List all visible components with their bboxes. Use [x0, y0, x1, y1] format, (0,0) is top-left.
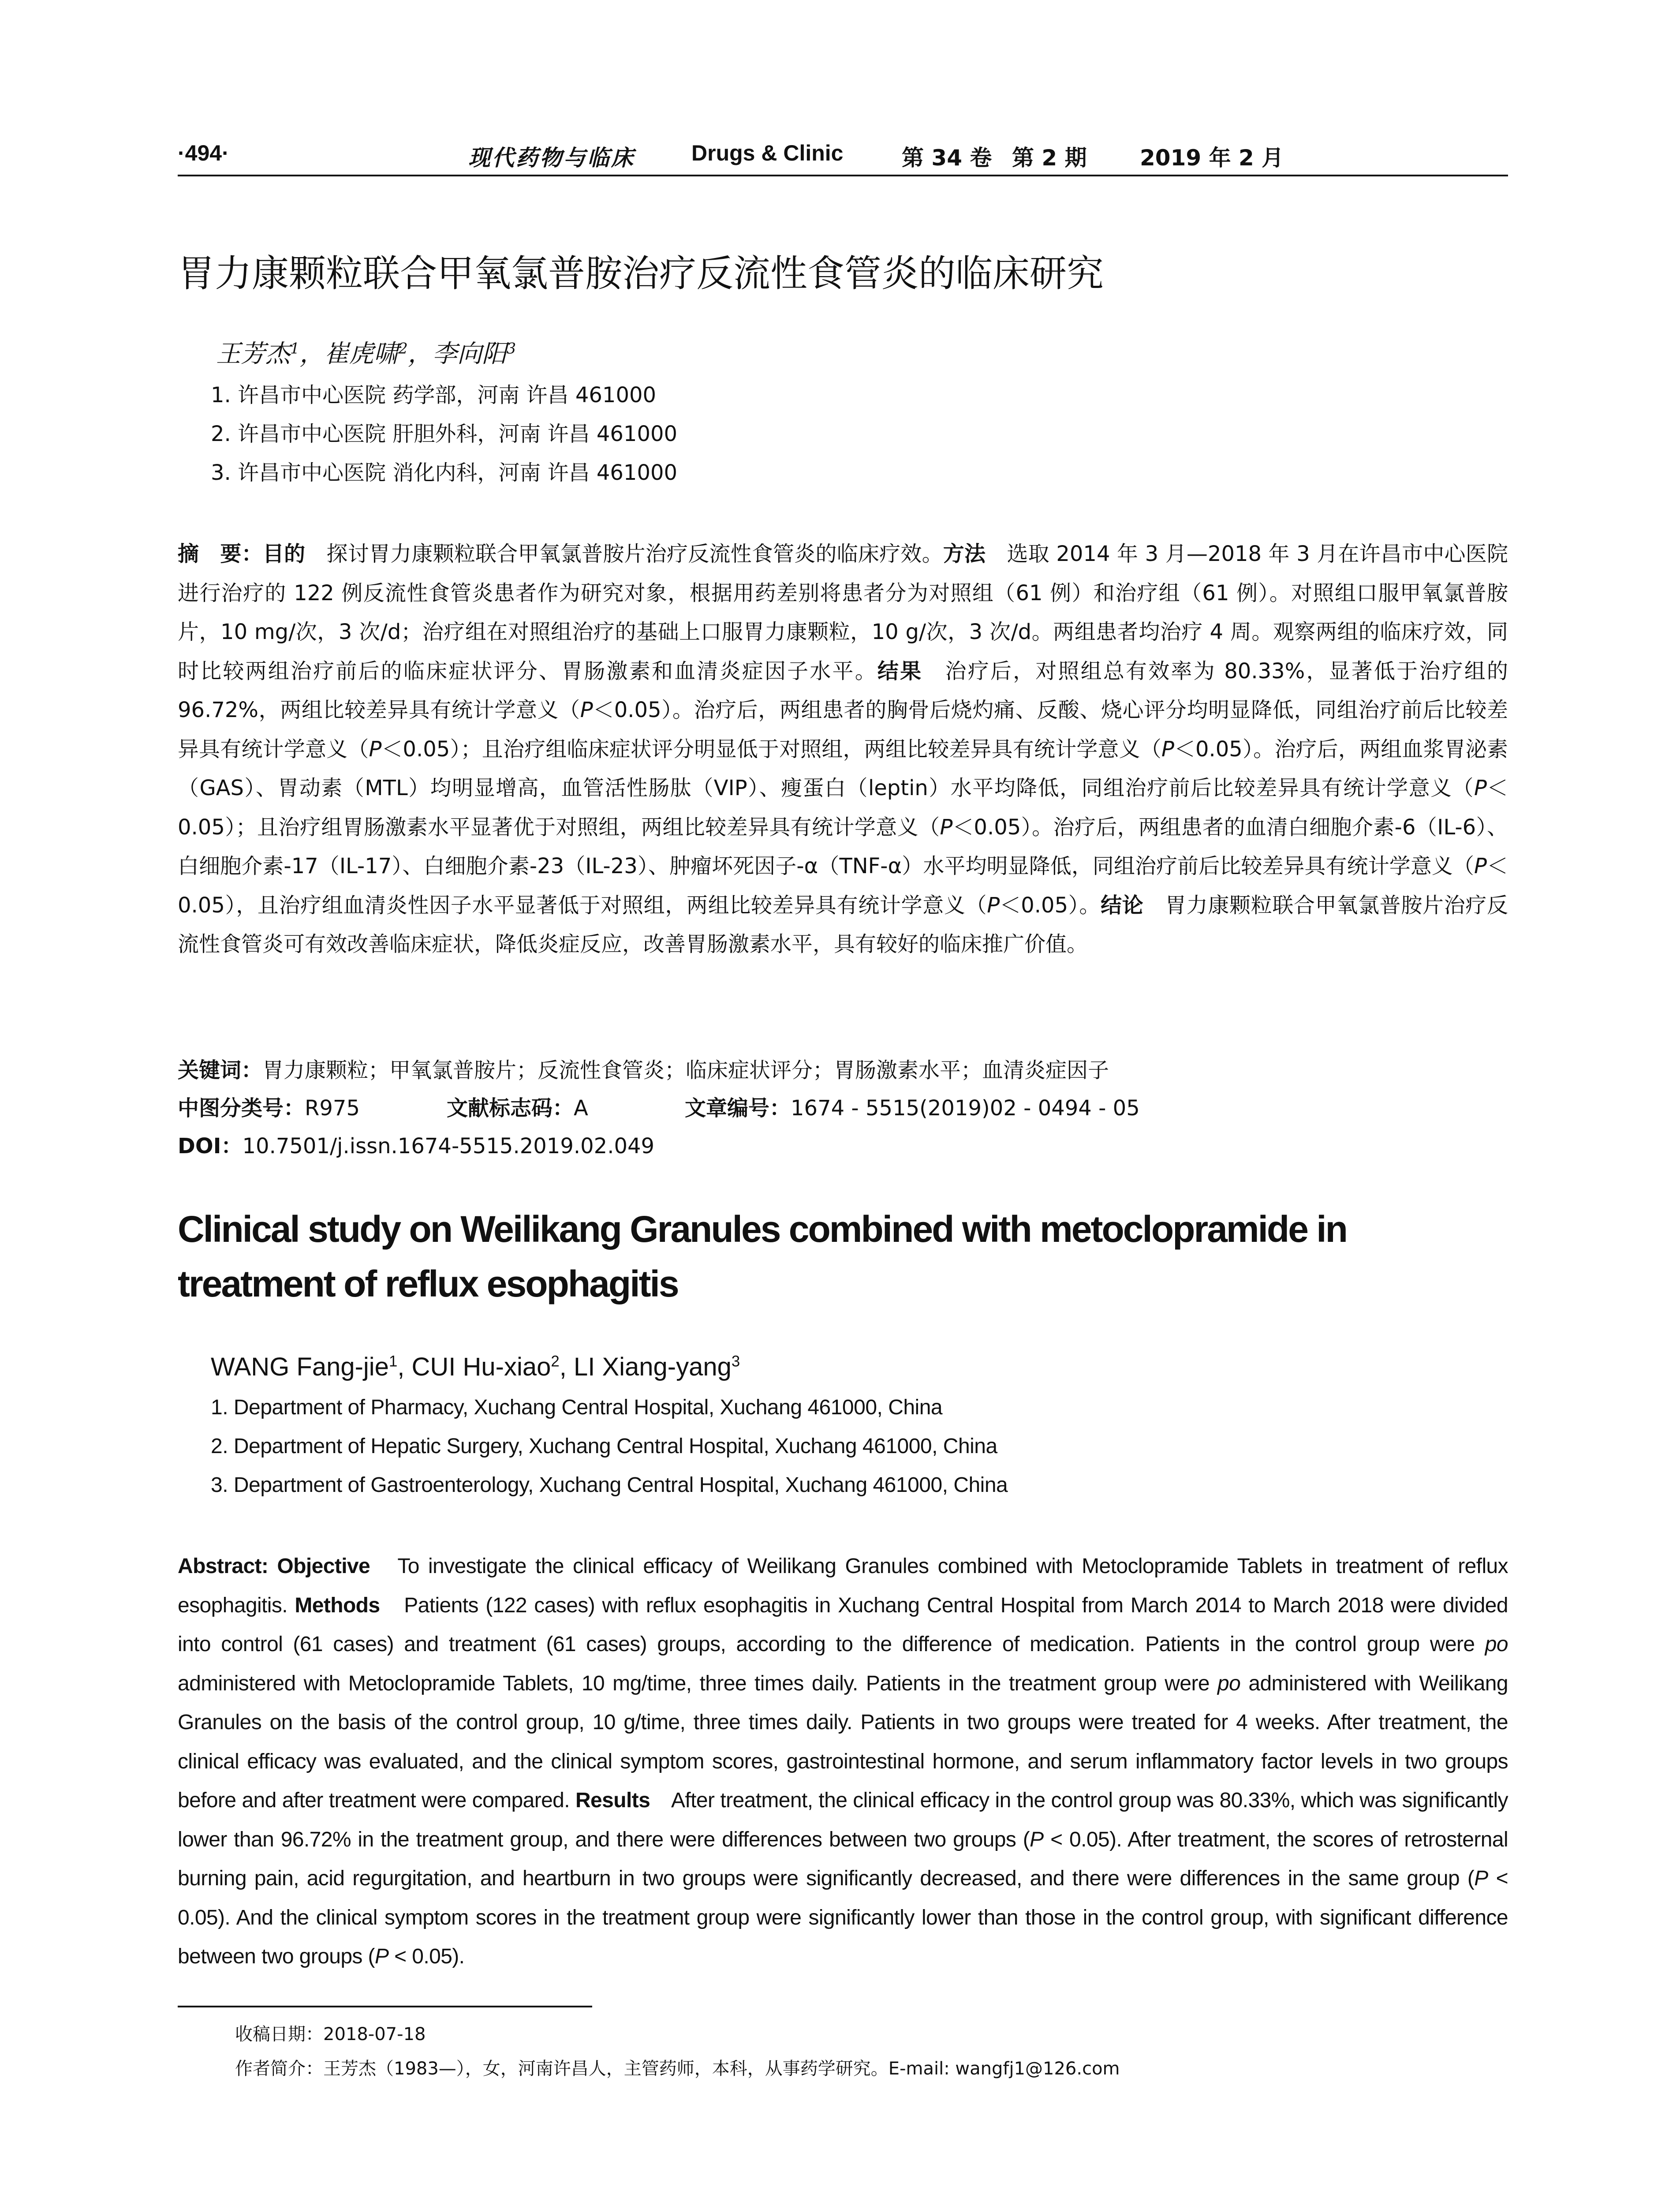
affiliations-cn — [211, 376, 1490, 492]
results-text: ＜0.05）。治疗后，两组患者的胸骨后烧灼痛、反酸、烧心评分均明显降低，同组治疗前后比较差异具有统计学意义（ — [178, 698, 1508, 762]
author-name: 王芳杰 — [216, 340, 290, 368]
header-rule — [178, 175, 1508, 176]
affiliation: 1. Department of Pharmacy, Xuchang Central Hospital, Xuchang 461000, China — [211, 1396, 943, 1419]
author-affiliation-mark: 2 — [398, 340, 408, 357]
document-code: A — [574, 1096, 588, 1121]
affiliations-en — [211, 1388, 1490, 1505]
keywords: 胃力康颗粒；甲氧氯普胺片；反流性食管炎；临床症状评分；胃肠激素水平；血清炎症因子 — [262, 1058, 1109, 1083]
keywords-label: 关键词： — [178, 1058, 263, 1083]
issue-date: 2019 年 2 月 — [1140, 145, 1284, 171]
authors-en — [211, 1349, 740, 1385]
results-text: ＜0.05）；且治疗组胃肠激素水平显著优于对照组，两组比较差异具有统计学意义（ — [178, 776, 1508, 840]
methods-label: Methods — [295, 1593, 380, 1617]
abstract-en — [178, 1547, 1508, 1977]
p-symbol: P — [1161, 736, 1174, 762]
author-name: WANG Fang-jie — [211, 1353, 389, 1381]
objective-text: 探讨胃力康颗粒联合甲氧氯普胺片治疗反流性食管炎的临床疗效。 — [305, 542, 943, 566]
p-symbol: P — [940, 815, 953, 840]
doi-label: DOI： — [178, 1134, 243, 1159]
p-symbol: P — [1474, 776, 1487, 800]
author-affiliation-mark: 2 — [551, 1353, 560, 1370]
conclusion-text: 胃力康颗粒联合甲氧氯普胺片治疗反流性食管炎可有效改善临床症状，降低炎症反应，改善胃肠激素水平，具有较好的临床推广价值。 — [178, 893, 1508, 957]
classification-line — [178, 1089, 1140, 1127]
journal-name-cn: 现代药物与临床 — [468, 145, 635, 171]
page-number: ·494· — [178, 141, 229, 165]
author-affiliation-mark: 3 — [731, 1353, 740, 1370]
results-text: < 0.05). And the clinical symptom scores in the treatment group were significantly lower than those in the control group, with significant difference between two groups ( — [178, 1867, 1508, 1968]
affiliation: 3. Department of Gastroenterology, Xuchang Central Hospital, Xuchang 461000, China — [211, 1473, 1008, 1497]
objective-text: To investigate the clinical efficacy of Weilikang Granules combined with Metoclopramide Tablets in treatment of reflux esophagitis. — [178, 1555, 1508, 1617]
keywords-line — [178, 1051, 1109, 1089]
p-symbol: P — [1474, 854, 1487, 878]
results-text: ＜0.05）；且治疗组临床症状评分明显低于对照组，两组比较差异具有统计学意义（ — [381, 736, 1162, 762]
author-name: 李向阳 — [432, 340, 507, 368]
clc-label: 中图分类号： — [178, 1096, 305, 1121]
author-name: LI Xiang-yang — [573, 1353, 732, 1381]
article-number: 1674 - 5515(2019)02 - 0494 - 05 — [791, 1096, 1140, 1121]
doi-line — [178, 1127, 654, 1165]
received-date-line — [235, 2019, 426, 2050]
document-code-label: 文献标志码： — [447, 1096, 574, 1121]
author-separator: , — [397, 1353, 412, 1381]
article-title-en: Clinical study on Weilikang Granules combined with metoclopramide in treatment of reflux esophagitis — [178, 1208, 1347, 1304]
results-text: ＜0.05）。治疗后，两组血浆胃泌素（GAS）、胃动素（MTL）均明显增高，血管活性肠肽（VIP）、瘦蛋白（leptin）水平均降低，同组治疗前后比较差异具有统计学意义（ — [178, 736, 1508, 800]
authors-cn — [216, 336, 516, 372]
methods-text: 选取 2014 年 3 月—2018 年 3 月在许昌市中心医院进行治疗的 122 例反流性食管炎患者作为研究对象，根据用药差别将患者分为对照组（61 例）和治疗组（61 例）。对照组口服甲氧氯普胺片，10 mg/次，3 次/d；治疗组在对照组治疗的基础上口服胃力康颗粒，10 g/次，3 次/d。两组患者均治疗 4 周。观察两组的临床疗效，同时比较两组治疗前后的临床症状评分、胃肠激素和血清炎症因子水平。 — [178, 542, 1508, 684]
affiliation: 3. 许昌市中心医院 消化内科，河南 许昌 461000 — [211, 460, 678, 485]
p-symbol: P — [369, 736, 382, 762]
bio-label: 作者简介： — [235, 2059, 323, 2079]
affiliation: 2. Department of Hepatic Surgery, Xuchang Central Hospital, Xuchang 461000, China — [211, 1435, 997, 1458]
abstract-cn — [178, 534, 1508, 964]
author-affiliation-mark: 1 — [290, 340, 300, 357]
doi: 10.7501/j.issn.1674-5515.2019.02.049 — [242, 1134, 655, 1159]
issue: 第 2 期 — [1012, 145, 1087, 171]
p-symbol: P — [1030, 1828, 1044, 1851]
results-text: 治疗后，对照组总有效率为 80.33%，显著低于治疗组的 96.72%，两组比较差异具有统计学意义（ — [178, 658, 1508, 722]
methods-label: 方法 — [943, 542, 986, 566]
journal-name-en: Drugs & Clinic — [691, 141, 844, 165]
results-text: ＜0.05）。 — [1000, 893, 1101, 918]
methods-text: administered with Metoclopramide Tablets, 10 mg/time, three times daily. Patients in the treatment group were — [178, 1671, 1218, 1695]
results-text: ＜0.05）。治疗后，两组患者的血清白细胞介素-6（IL-6）、白细胞介素-17（IL-17）、白细胞介素-23（IL-23）、肿瘤坏死因子-α（TNF-α）水平均明显降低，同组治疗前后比较差异具有统计学意义（ — [178, 815, 1508, 878]
abstract-label: Abstract: Objective — [178, 1555, 370, 1578]
received-label: 收稿日期： — [235, 2024, 323, 2044]
article-title-cn: 胃力康颗粒联合甲氧氯普胺治疗反流性食管炎的临床研究 — [178, 252, 1104, 295]
p-symbol: P — [987, 893, 1000, 918]
author-separator: , — [559, 1353, 574, 1381]
results-label: 结果 — [877, 658, 923, 684]
received-date: 2018-07-18 — [323, 2024, 426, 2044]
author-bio-line — [235, 2053, 1120, 2084]
p-symbol: P — [1474, 1867, 1488, 1890]
results-text: < 0.05). After treatment, the scores of retrosternal burning pain, acid regurgitation, and heartburn in two groups were significantly decreased, and there were differences in the same group ( — [178, 1828, 1508, 1890]
bio-text: 王芳杰（1983—），女，河南许昌人，主管药师，本科，从事药学研究。E-mail: wangfj1@126.com — [323, 2059, 1120, 2079]
clc-code: R975 — [305, 1096, 360, 1121]
methods-text: administered with Weilikang Granules on the basis of the control group, 10 g/time, three times daily. Patients in two groups were treated for 4 weeks. After treatment, the clinical efficacy was evaluated, and the clinical symptom scores, gastrointestinal hormone, and serum inflammatory factor levels in two groups before and after treatment were compared. — [178, 1671, 1508, 1812]
objective-label: 目的 — [262, 542, 306, 566]
conclusion-label: 结论 — [1101, 893, 1144, 918]
p-symbol: P — [374, 1945, 389, 1968]
po-abbrev: po — [1217, 1671, 1241, 1695]
author-name: CUI Hu-xiao — [411, 1353, 551, 1381]
results-text: After treatment, the clinical efficacy in the control group was 80.33%, which was significantly lower than 96.72% in the treatment group, and there were differences between two groups ( — [178, 1789, 1508, 1851]
affiliation: 2. 许昌市中心医院 肝胆外科，河南 许昌 461000 — [211, 422, 678, 446]
results-label: Results — [575, 1789, 650, 1812]
author-name: 崔虎啸 — [324, 340, 399, 368]
results-text: ＜0.05），且治疗组血清炎性因子水平显著低于对照组，两组比较差异具有统计学意义（ — [178, 854, 1508, 918]
article-number-label: 文章编号： — [685, 1096, 791, 1121]
methods-text: Patients (122 cases) with reflux esophagitis in Xuchang Central Hospital from March 2014 to March 2018 were divided into control (61 cases) and treatment (61 cases) groups, according to the difference of medication. Patients in the control group were — [178, 1593, 1508, 1656]
footnote-rule — [178, 2006, 592, 2007]
author-affiliation-mark: 3 — [506, 340, 516, 357]
abstract-label: 摘 要： — [178, 542, 263, 566]
volume: 第 34 卷 — [902, 145, 992, 171]
affiliation: 1. 许昌市中心医院 药学部，河南 许昌 461000 — [211, 383, 657, 407]
author-affiliation-mark: 1 — [388, 1353, 398, 1370]
author-separator: ， — [299, 340, 325, 368]
p-symbol: P — [580, 698, 593, 722]
po-abbrev: po — [1485, 1633, 1508, 1656]
author-separator: ， — [407, 340, 433, 368]
results-text: < 0.05). — [388, 1945, 465, 1968]
